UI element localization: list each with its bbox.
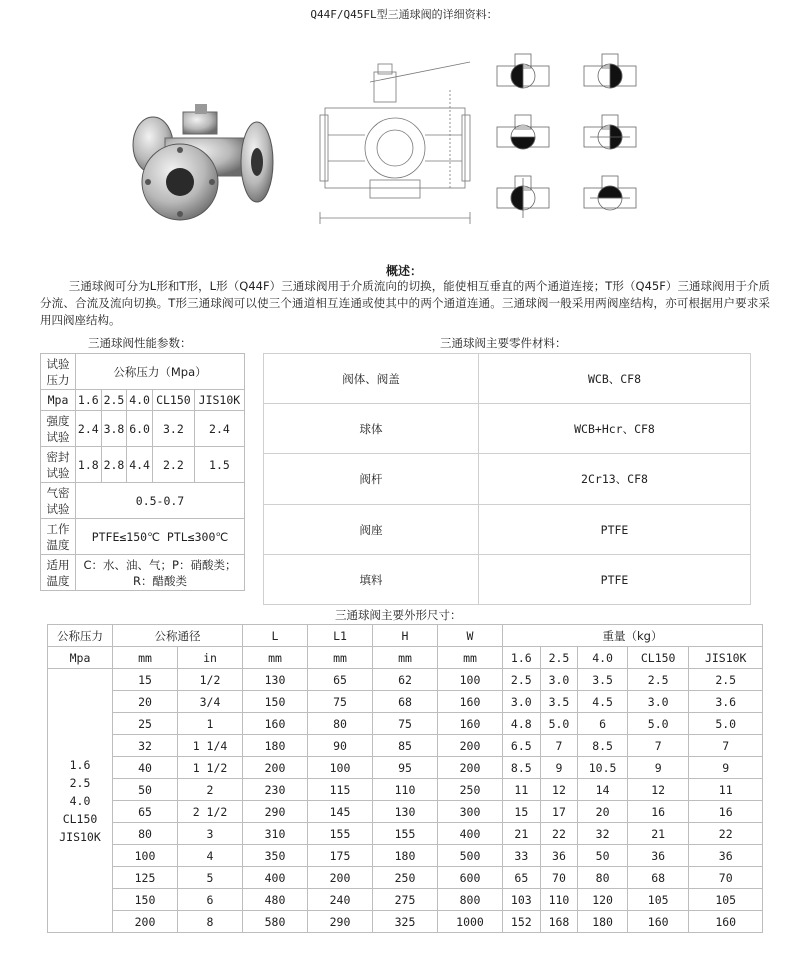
perf-cell: C：水、油、气；P：硝酸类；R：醋酸类 xyxy=(76,555,245,591)
table-cell: 90 xyxy=(308,735,373,757)
column-header: 4.0 xyxy=(578,647,628,669)
table-cell: 36 xyxy=(689,845,763,867)
table-cell: 8.5 xyxy=(503,757,541,779)
table-row xyxy=(41,411,245,447)
table-row xyxy=(48,867,763,889)
table-cell: 65 xyxy=(308,669,373,691)
table-cell: 160 xyxy=(689,911,763,933)
table-cell: 110 xyxy=(373,779,438,801)
table-cell: 100 xyxy=(308,757,373,779)
table-cell: 16 xyxy=(689,801,763,823)
table-cell: 580 xyxy=(243,911,308,933)
valve-photo xyxy=(125,100,285,235)
performance-table xyxy=(40,353,245,591)
column-header: H xyxy=(373,625,438,647)
table-cell: 2.5 xyxy=(503,669,541,691)
table-cell: 180 xyxy=(243,735,308,757)
table-header-row xyxy=(48,647,763,669)
perf-cell: 1.8 xyxy=(76,447,102,483)
table-cell: 175 xyxy=(308,845,373,867)
table-row xyxy=(48,779,763,801)
table-cell: 7 xyxy=(689,735,763,757)
materials-caption: 三通球阀主要零件材料： xyxy=(440,336,567,350)
table-cell: 40 xyxy=(113,757,178,779)
table-cell: 250 xyxy=(438,779,503,801)
perf-cell: 1.5 xyxy=(194,447,244,483)
table-cell: 5.0 xyxy=(627,713,689,735)
table-cell: 1 1/2 xyxy=(178,757,243,779)
table-row xyxy=(264,404,751,454)
overview-heading: 概述： xyxy=(385,264,422,278)
table-row xyxy=(48,889,763,911)
table-cell: 9 xyxy=(689,757,763,779)
table-cell: 20 xyxy=(578,801,628,823)
table-cell: 16 xyxy=(627,801,689,823)
table-cell: 70 xyxy=(689,867,763,889)
material-value: WCB+Hcr、CF8 xyxy=(479,404,751,454)
table-cell: 65 xyxy=(503,867,541,889)
column-header: 2.5 xyxy=(540,647,578,669)
pressure-cell xyxy=(48,669,113,933)
perf-cell: 1.6 xyxy=(76,390,102,411)
table-row xyxy=(41,447,245,483)
table-cell: 250 xyxy=(373,867,438,889)
table-cell: 1 1/4 xyxy=(178,735,243,757)
pressure-value: 1.6 xyxy=(69,757,91,772)
table-cell: 17 xyxy=(540,801,578,823)
material-part: 球体 xyxy=(264,404,479,454)
table-cell: 145 xyxy=(308,801,373,823)
table-cell: 350 xyxy=(243,845,308,867)
column-header: 重量（kg） xyxy=(503,625,763,647)
column-header: in xyxy=(178,647,243,669)
table-cell: 32 xyxy=(113,735,178,757)
table-cell: 11 xyxy=(503,779,541,801)
table-cell: 168 xyxy=(540,911,578,933)
perf-cell: PTFE≤150℃ PTL≤300℃ xyxy=(76,519,245,555)
table-cell: 5.0 xyxy=(540,713,578,735)
perf-cell: 2.8 xyxy=(101,447,127,483)
table-cell: 275 xyxy=(373,889,438,911)
table-cell: 50 xyxy=(578,845,628,867)
table-cell: 62 xyxy=(373,669,438,691)
table-row xyxy=(48,823,763,845)
table-cell: 70 xyxy=(540,867,578,889)
table-cell: 310 xyxy=(243,823,308,845)
column-header: 1.6 xyxy=(503,647,541,669)
flow-diagram-icon xyxy=(580,113,640,161)
pressure-value: 2.5 xyxy=(69,775,91,790)
page-title: Q44F/Q45FL型三通球阀的详细资料： xyxy=(310,8,498,21)
table-cell: 14 xyxy=(578,779,628,801)
dimensions-caption: 三通球阀主要外形尺寸： xyxy=(335,608,462,622)
perf-cell: 工作温度 xyxy=(41,519,76,555)
table-cell: 75 xyxy=(373,713,438,735)
flow-diagram-icon xyxy=(493,113,553,161)
perf-header-value: 公称压力（Mpa） xyxy=(76,354,245,390)
table-cell: 9 xyxy=(627,757,689,779)
table-cell: 200 xyxy=(308,867,373,889)
table-row xyxy=(41,483,245,519)
column-header: mm xyxy=(243,647,308,669)
table-cell: 480 xyxy=(243,889,308,911)
perf-cell: 2.4 xyxy=(194,411,244,447)
table-cell: 8 xyxy=(178,911,243,933)
perf-cell: 2.5 xyxy=(101,390,127,411)
column-header: mm xyxy=(438,647,503,669)
table-cell: 5.0 xyxy=(689,713,763,735)
table-cell: 11 xyxy=(689,779,763,801)
table-cell: 325 xyxy=(373,911,438,933)
table-cell: 22 xyxy=(689,823,763,845)
table-cell: 160 xyxy=(438,691,503,713)
table-cell: 1 xyxy=(178,713,243,735)
table-row xyxy=(264,505,751,555)
table-cell: 68 xyxy=(627,867,689,889)
table-cell: 155 xyxy=(308,823,373,845)
material-part: 填料 xyxy=(264,555,479,605)
table-row xyxy=(264,555,751,605)
table-cell: 130 xyxy=(373,801,438,823)
table-row xyxy=(48,669,763,691)
table-cell: 3.0 xyxy=(627,691,689,713)
material-value: 2Cr13、CF8 xyxy=(479,454,751,505)
table-cell: 15 xyxy=(503,801,541,823)
table-cell: 21 xyxy=(503,823,541,845)
table-cell: 4.8 xyxy=(503,713,541,735)
column-header: mm xyxy=(308,647,373,669)
table-cell: 100 xyxy=(113,845,178,867)
table-row xyxy=(48,845,763,867)
table-cell: 155 xyxy=(373,823,438,845)
table-cell: 2.5 xyxy=(627,669,689,691)
table-cell: 600 xyxy=(438,867,503,889)
table-row xyxy=(41,519,245,555)
perf-cell: 2.4 xyxy=(76,411,102,447)
table-cell: 200 xyxy=(438,757,503,779)
table-cell: 3.5 xyxy=(540,691,578,713)
column-header: Mpa xyxy=(48,647,113,669)
material-part: 阀杆 xyxy=(264,454,479,505)
table-row xyxy=(48,757,763,779)
column-header: 公称压力 xyxy=(48,625,113,647)
table-cell: 3 xyxy=(178,823,243,845)
flow-diagram-icon xyxy=(580,52,640,100)
table-row xyxy=(41,390,245,411)
table-cell: 3.6 xyxy=(689,691,763,713)
material-value: PTFE xyxy=(479,555,751,605)
column-header: L xyxy=(243,625,308,647)
table-cell: 65 xyxy=(113,801,178,823)
pressure-value: 4.0 xyxy=(69,793,91,808)
table-cell: 290 xyxy=(308,911,373,933)
table-cell: 20 xyxy=(113,691,178,713)
table-cell: 103 xyxy=(503,889,541,911)
table-cell: 6 xyxy=(578,713,628,735)
table-cell: 36 xyxy=(540,845,578,867)
table-cell: 500 xyxy=(438,845,503,867)
column-header: JIS10K xyxy=(689,647,763,669)
table-cell: 120 xyxy=(578,889,628,911)
table-row xyxy=(264,454,751,505)
table-cell: 3/4 xyxy=(178,691,243,713)
perf-cell: Mpa xyxy=(41,390,76,411)
table-cell: 3.5 xyxy=(578,669,628,691)
pressure-value: CL150 xyxy=(62,811,98,826)
table-cell: 12 xyxy=(540,779,578,801)
table-cell: 80 xyxy=(113,823,178,845)
column-header: mm xyxy=(373,647,438,669)
table-cell: 180 xyxy=(373,845,438,867)
table-row xyxy=(41,555,245,591)
table-row xyxy=(48,911,763,933)
table-cell: 160 xyxy=(627,911,689,933)
table-row xyxy=(264,354,751,404)
table-row xyxy=(48,801,763,823)
perf-cell: 4.0 xyxy=(127,390,153,411)
table-cell: 180 xyxy=(578,911,628,933)
table-cell: 152 xyxy=(503,911,541,933)
table-cell: 200 xyxy=(113,911,178,933)
table-cell: 400 xyxy=(438,823,503,845)
table-cell: 1000 xyxy=(438,911,503,933)
table-cell: 110 xyxy=(540,889,578,911)
table-cell: 300 xyxy=(438,801,503,823)
material-part: 阀座 xyxy=(264,505,479,555)
overview-text: 三通球阀可分为L形和T形，L形（Q44F）三通球阀用于介质流向的切换，能使相互垂直的两个通道连接；T形（Q45F）三通球阀用于介质分流、合流及流向切换。T形三通球阀可以使三个通道相互连通或使其中的两个通道连通。三通球阀一般采用两阀座结构，亦可根据用户要求采用四阀座结构。 xyxy=(40,279,770,327)
perf-cell: 2.2 xyxy=(152,447,194,483)
table-cell: 5 xyxy=(178,867,243,889)
perf-cell: 3.8 xyxy=(101,411,127,447)
table-cell: 200 xyxy=(243,757,308,779)
table-row xyxy=(48,691,763,713)
column-header: mm xyxy=(113,647,178,669)
table-row xyxy=(48,713,763,735)
section-drawing xyxy=(310,60,480,230)
flow-diagram-icon xyxy=(580,174,640,222)
table-cell: 290 xyxy=(243,801,308,823)
table-cell: 100 xyxy=(438,669,503,691)
table-cell: 130 xyxy=(243,669,308,691)
perf-cell: 0.5-0.7 xyxy=(76,483,245,519)
table-cell: 10.5 xyxy=(578,757,628,779)
table-cell: 6 xyxy=(178,889,243,911)
table-cell: 4.5 xyxy=(578,691,628,713)
material-value: PTFE xyxy=(479,505,751,555)
table-cell: 105 xyxy=(689,889,763,911)
table-cell: 68 xyxy=(373,691,438,713)
table-cell: 800 xyxy=(438,889,503,911)
perf-cell: 密封试验 xyxy=(41,447,76,483)
table-cell: 15 xyxy=(113,669,178,691)
table-cell: 200 xyxy=(438,735,503,757)
perf-cell: 适用温度 xyxy=(41,555,76,591)
table-cell: 21 xyxy=(627,823,689,845)
table-cell: 160 xyxy=(438,713,503,735)
perf-cell: 3.2 xyxy=(152,411,194,447)
table-header-row xyxy=(48,625,763,647)
table-cell: 4 xyxy=(178,845,243,867)
perf-cell: 6.0 xyxy=(127,411,153,447)
perf-cell: 4.4 xyxy=(127,447,153,483)
material-value: WCB、CF8 xyxy=(479,354,751,404)
table-cell: 150 xyxy=(243,691,308,713)
table-cell: 50 xyxy=(113,779,178,801)
column-header: 公称通径 xyxy=(113,625,243,647)
table-cell: 8.5 xyxy=(578,735,628,757)
table-cell: 75 xyxy=(308,691,373,713)
table-cell: 3.0 xyxy=(503,691,541,713)
table-cell: 400 xyxy=(243,867,308,889)
flow-diagram-icon xyxy=(493,52,553,100)
table-cell: 80 xyxy=(578,867,628,889)
table-cell: 115 xyxy=(308,779,373,801)
perf-cell: CL150 xyxy=(152,390,194,411)
column-header: CL150 xyxy=(627,647,689,669)
table-cell: 240 xyxy=(308,889,373,911)
dimensions-body xyxy=(48,669,763,933)
table-cell: 160 xyxy=(243,713,308,735)
performance-caption: 三通球阀性能参数： xyxy=(88,336,192,350)
table-cell: 25 xyxy=(113,713,178,735)
table-cell: 150 xyxy=(113,889,178,911)
table-cell: 12 xyxy=(627,779,689,801)
table-cell: 7 xyxy=(627,735,689,757)
table-cell: 6.5 xyxy=(503,735,541,757)
table-cell: 36 xyxy=(627,845,689,867)
perf-cell: 强度试验 xyxy=(41,411,76,447)
flow-diagram-icon xyxy=(493,174,553,222)
perf-header-label: 试验压力 xyxy=(41,354,76,390)
table-cell: 2 xyxy=(178,779,243,801)
table-cell: 2 1/2 xyxy=(178,801,243,823)
column-header: L1 xyxy=(308,625,373,647)
table-cell: 7 xyxy=(540,735,578,757)
table-row xyxy=(48,735,763,757)
column-header: W xyxy=(438,625,503,647)
materials-table xyxy=(263,353,751,605)
material-part: 阀体、阀盖 xyxy=(264,354,479,404)
table-cell: 1/2 xyxy=(178,669,243,691)
table-cell: 32 xyxy=(578,823,628,845)
perf-cell: 气密试验 xyxy=(41,483,76,519)
table-cell: 9 xyxy=(540,757,578,779)
table-cell: 105 xyxy=(627,889,689,911)
table-cell: 125 xyxy=(113,867,178,889)
table-cell: 85 xyxy=(373,735,438,757)
table-cell: 33 xyxy=(503,845,541,867)
table-cell: 80 xyxy=(308,713,373,735)
perf-cell: JIS10K xyxy=(194,390,244,411)
table-cell: 3.0 xyxy=(540,669,578,691)
table-cell: 95 xyxy=(373,757,438,779)
table-cell: 22 xyxy=(540,823,578,845)
table-cell: 230 xyxy=(243,779,308,801)
table-cell: 2.5 xyxy=(689,669,763,691)
dimensions-table xyxy=(47,624,763,933)
pressure-value: JIS10K xyxy=(59,829,101,844)
